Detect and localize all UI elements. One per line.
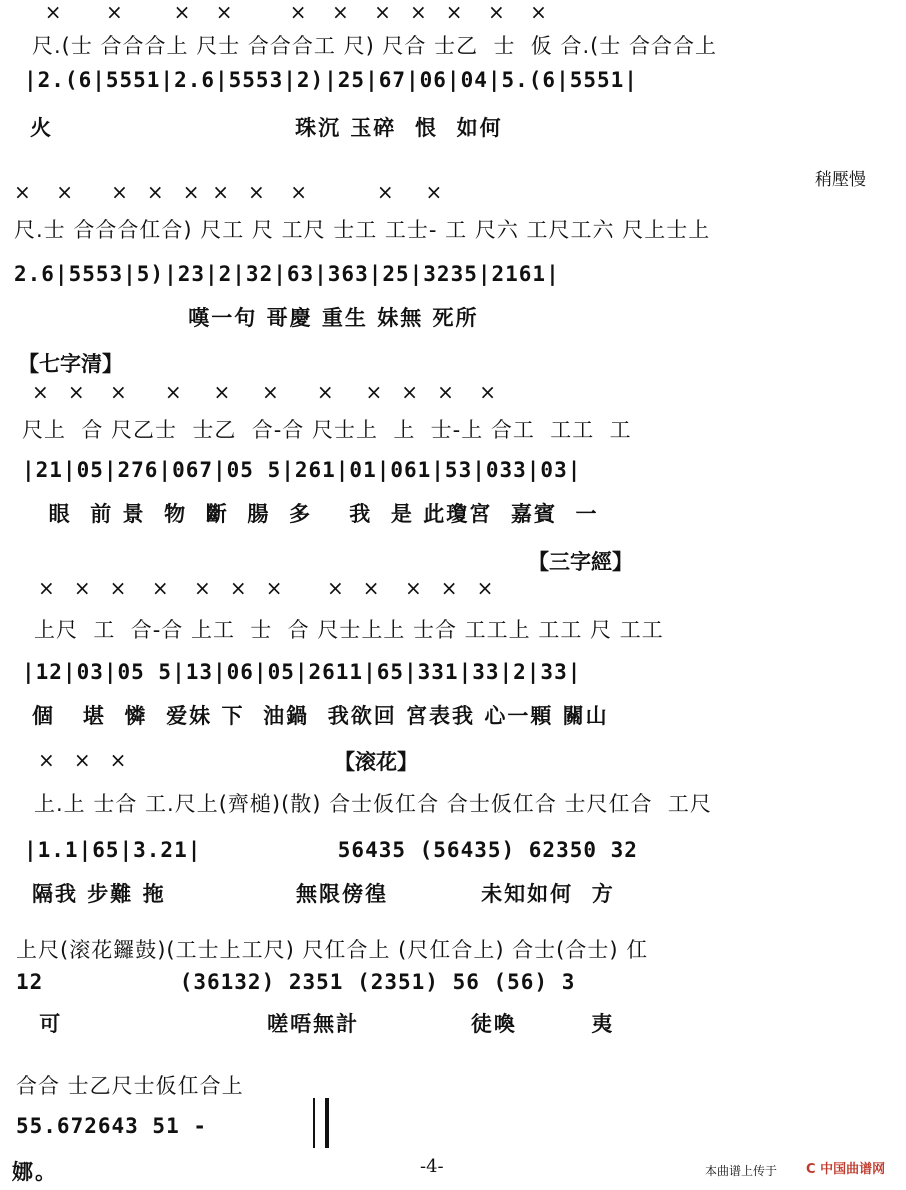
gongche-row (0, 614, 906, 644)
accent-marks-row (0, 180, 906, 210)
gongche-row (0, 788, 906, 818)
lyrics: 可 嗟唔無計 徒喚 夷 (30, 1012, 615, 1036)
accent-marks: × × × × × × × × × × (14, 180, 443, 204)
lyrics: 個 堪 憐 爱妹 下 油鍋 我欲回 宮表我 心一顆 關山 (32, 704, 609, 728)
section-title: 【滚花】 (334, 750, 418, 774)
gongche-row (0, 1070, 906, 1100)
section-title: 【七字清】 (18, 352, 123, 376)
gongche-notation: 尺.(士 合合合上 尺士 合合合工 尺) 尺合 士乙 士 仮 合.(士 合合合上 (32, 34, 718, 58)
numbered-notation: |1.1|65|3.21| 56435 (56435) 62350 32 (24, 838, 638, 862)
gongche-row (0, 30, 906, 60)
numbered-notation-row (0, 838, 906, 868)
numbered-notation-row (0, 1114, 906, 1144)
numbered-notation-row (0, 970, 906, 1000)
numbered-notation-row (0, 660, 906, 690)
lyrics-row (0, 302, 906, 332)
site-logo: C 中国曲谱网 (806, 1162, 886, 1177)
gongche-notation: 上尺(滚花鑼鼓)(工士上工尺) 尺仜合上 (尺仜合上) 合士(合士) 仜 (16, 938, 649, 962)
section-title: 【三字經】 (528, 550, 633, 574)
lyrics: 嘆一句 哥慶 重生 妹無 死所 (30, 306, 479, 330)
lyrics: 眼 前 景 物 斷 腸 多 我 是 此瓊宮 嘉賓 一 (30, 502, 599, 526)
gongche-notation: 上尺 工 合-合 上工 士 合 尺士上上 士合 工工上 工工 尺 工工 (34, 618, 664, 642)
accent-marks-row (0, 748, 906, 778)
final-barline (313, 1098, 329, 1148)
lyrics: 火 珠沉 玉碎 恨 如何 (30, 116, 503, 140)
lyrics-row (0, 878, 906, 908)
accent-marks: × × × × × × × × × × × × (38, 576, 494, 600)
lyrics-row (0, 498, 906, 528)
numbered-notation: |2.(6|5551|2.6|5553|2)|25|67|06|04|5.(6|5551| (24, 68, 638, 92)
accent-marks: × × × × × × × × × × × (32, 380, 497, 404)
numbered-notation: 12 (36132) 2351 (2351) 56 (56) 3 (16, 970, 576, 994)
numbered-notation: 55.672643 51 - (16, 1114, 208, 1138)
lyrics: 娜。 (12, 1160, 58, 1184)
accent-marks-row (0, 380, 906, 410)
gongche-notation: 尺上 合 尺乙士 士乙 合-合 尺士上 上 士-上 合工 工工 工 (22, 418, 632, 442)
lyrics-row (0, 700, 906, 730)
accent-marks-row (0, 576, 906, 606)
numbered-notation-row (0, 458, 906, 488)
accent-marks: × × × (38, 748, 127, 772)
page-number: -4- (420, 1156, 444, 1177)
numbered-notation-row (0, 262, 906, 292)
gongche-row (0, 414, 906, 444)
tempo-note: 稍壓慢 (815, 170, 866, 190)
accent-marks-row (0, 0, 906, 30)
numbered-notation: |12|03|05 5|13|06|05|2611|65|331|33|2|33| (22, 660, 582, 684)
gongche-notation: 上.上 士合 工.尺上(齊槌)(散) 合士仮仜合 合士仮仜合 士尺仜合 工尺 (34, 792, 712, 816)
numbered-notation-row (0, 68, 906, 98)
gongche-notation: 合合 士乙尺士仮仜合上 (16, 1074, 244, 1098)
accent-marks: × × × × × × × × × × × (32, 0, 547, 24)
numbered-notation: 2.6|5553|5)|23|2|32|63|363|25|3235|2161| (14, 262, 560, 286)
gongche-notation: 尺.士 合合合仜合) 尺工 尺 工尺 士工 工士- 工 尺六 工尺工六 尺上士上 (14, 218, 711, 242)
lyrics-row (0, 1008, 906, 1038)
numbered-notation: |21|05|276|067|05 5|261|01|061|53|033|03| (22, 458, 582, 482)
upload-credit: 本曲谱上传于 (705, 1164, 778, 1178)
lyrics: 隔我 步難 拖 無限傍徨 未知如何 方 (32, 882, 615, 906)
gongche-row (0, 934, 906, 964)
lyrics-row (0, 112, 906, 142)
gongche-row (0, 214, 906, 244)
